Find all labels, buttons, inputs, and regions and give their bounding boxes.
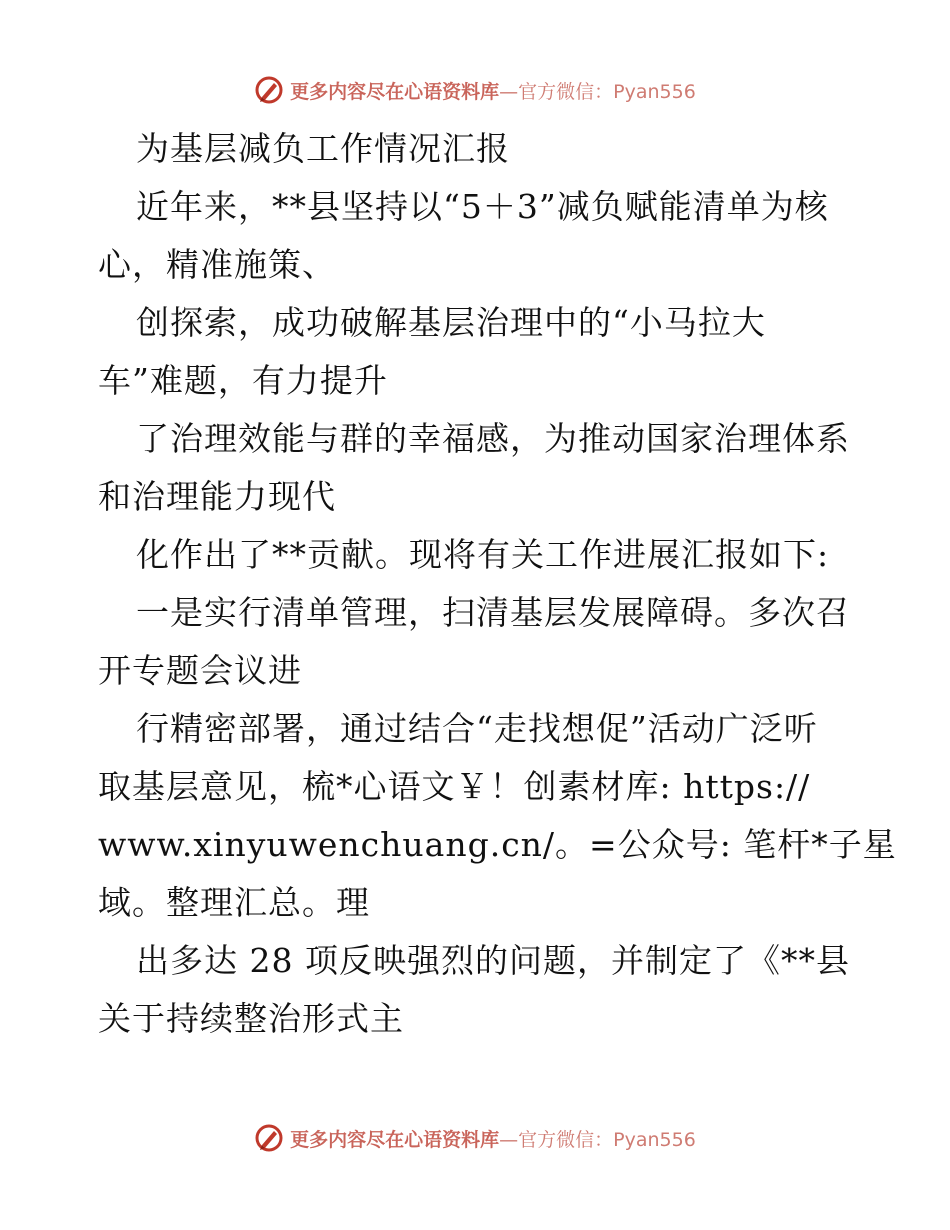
document-body — [98, 120, 897, 1048]
document-line: 行精密部署，通过结合“走找想促”活动广泛听 — [136, 709, 818, 748]
document-line: 了治理效能与群的幸福感，为推动国家治理体系 — [136, 419, 850, 458]
banner-lead-text: 更多内容尽在心语资料库 — [290, 80, 500, 103]
document-line: 近年来，**县坚持以“5＋3”减负赋能清单为核 — [136, 187, 829, 226]
header-banner — [0, 70, 950, 110]
document-line: 出多达 28 项反映强烈的问题，并制定了《**县 — [136, 941, 850, 980]
document-line: 域。整理汇总。理 — [98, 883, 370, 922]
document-line: www.xinyuwenchuang.cn/。=公众号: 笔杆*子星 — [98, 825, 897, 864]
banner-lead-text: 更多内容尽在心语资料库 — [290, 1128, 500, 1151]
document-line: 为基层减负工作情况汇报 — [136, 129, 510, 168]
banner-contact-text: —官方微信：Pyan556 — [499, 80, 696, 103]
document-line: 车”难题，有力提升 — [98, 361, 388, 400]
document-line: 化作出了**贡献。现将有关工作进展汇报如下: — [136, 535, 830, 574]
document-line: 开专题会议进 — [98, 651, 302, 690]
document-line: 和治理能力现代 — [98, 477, 336, 516]
pen-logo-icon — [254, 1123, 284, 1153]
document-line: 关于持续整治形式主 — [98, 999, 404, 1038]
document-line: 心，精准施策、 — [98, 245, 336, 284]
banner-contact-text: —官方微信：Pyan556 — [499, 1128, 696, 1151]
footer-banner — [0, 1118, 950, 1158]
document-line: 一是实行清单管理，扫清基层发展障碍。多次召 — [136, 593, 850, 632]
document-line: 创探索，成功破解基层治理中的“小马拉大 — [136, 303, 766, 342]
pen-logo-icon — [254, 75, 284, 105]
document-line: 取基层意见，梳*心语文￥！创素材库: https:// — [98, 767, 811, 806]
